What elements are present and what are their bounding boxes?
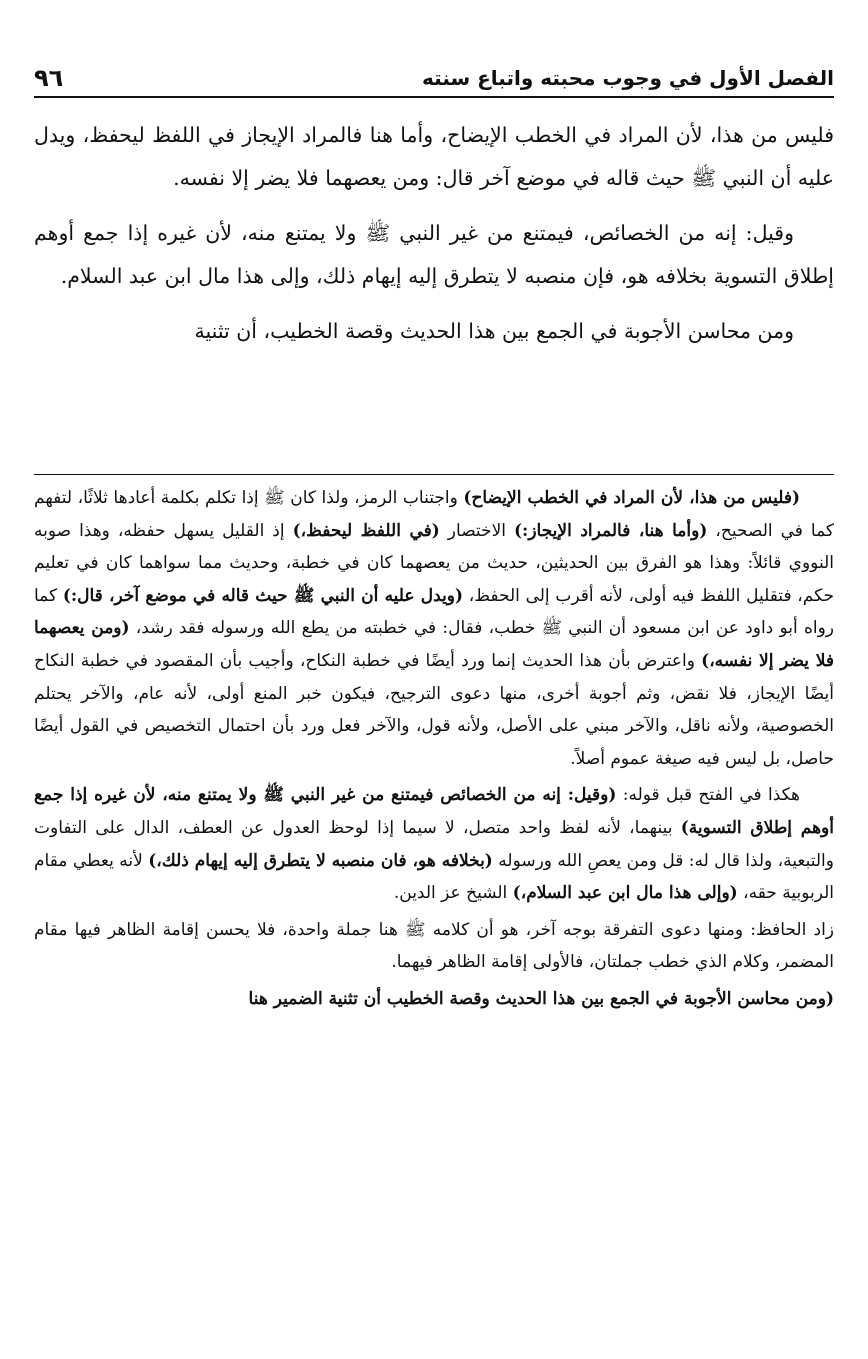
commentary-text: الشيخ عز الدين. [393, 883, 513, 904]
quoted-main-text: (وأما هنا، فالمراد الإيجاز:) [514, 520, 708, 541]
commentary-text: واجتناب الرمز، ولذا كان ﷺ إذا تكلم بكلمة أعادها ثلاثًا، لتفهم كما في الصحيح، [34, 488, 834, 541]
commentary-paragraph-2 [34, 779, 834, 909]
quoted-main-text: (ويدل عليه أن النبي ﷺ حيث قاله في موضع آخر، قال:) [62, 585, 464, 606]
main-text [34, 114, 834, 460]
commentary-paragraph-4: (ومن محاسن الأجوبة في الجمع بين هذا الحديث وقصة الخطيب أن تثنية الضمير هنا [248, 988, 834, 1009]
quoted-main-text: (وإلى هذا مال ابن عبد السلام،) [512, 883, 738, 904]
footnote-separator [34, 474, 834, 475]
commentary-text: لأنه يعطي مقام الربوبية حقه، [34, 850, 834, 904]
quoted-main-text: (فليس من هذا، لأن المراد في الخطب الإيضاح) [463, 488, 800, 508]
main-paragraph-1: فليس من هذا، لأن المراد في الخطب الإيضاح، وأما هنا فالمراد الإيجاز في اللفظ ليحفظ، ويدل عليه أن النبي ﷺ حيث قاله في موضع آخر قال: ومن يعصهما فلا يضر إلا نفسه. [34, 123, 834, 190]
main-paragraph-2: وقيل: إنه من الخصائص، فيمتنع من غير النبي ﷺ ولا يمتنع منه، لأن غيره إذا جمع أوهم إطلاق التسوية بخلافه هو، فإن منصبه لا يتطرق إليه إيهام ذلك، وإلى هذا مال ابن عبد السلام. [34, 221, 834, 288]
commentary-text: بينهما، لأنه لفظ واحد متصل، لا سيما إذا لوحظ العدول عن العطف، الدال على التفاوت والتبعية، ولذا قال له: قل ومن يعصِ الله ورسوله [34, 817, 834, 871]
commentary-text: واعترض بأن هذا الحديث إنما ورد أيضًا في خطبة النكاح، وأجيب بأن المقصود في خطبة النكاح أيضًا الإيجاز، فلا نقض، وثم أجوبة أخرى، منها دعوى الترجيح، فيكون خبر المنع أولى، لأنه عام، والآخر يحتلم الخصوصية، ولأنه ناقل، والآخر مبني على الأصل، ولأنه قول، والآخر فعل ورد بأن احتمال التخصيص في القول أيضًا حاصل، بل ليس فيه صيغة عموم أصلاً. [34, 650, 834, 769]
quoted-main-text: (وقيل: إنه من الخصائص فيمتنع من غير النبي ﷺ ولا يمتنع منه، لأن غيره إذا جمع أوهم إطلاق التسوية) [34, 785, 834, 838]
commentary-text: الاختصار [439, 520, 514, 541]
commentary-paragraph-3: زاد الحافظ: ومنها دعوى التفرقة بوجه آخر، هو أن كلامه ﷺ هنا جملة واحدة، فلا يحسن إقامة الظاهر فيها مقام المضمر، وكلام الذي خطب جملتان، فالأولى إقامة الظاهر فيهما. [34, 919, 834, 973]
main-paragraph-3: ومن محاسن الأجوبة في الجمع بين هذا الحديث وقصة الخطيب، أن تثنية [194, 319, 794, 343]
commentary-text: إذ القليل يسهل حفظه، وهذا صوبه النووي قائلاً: وهذا هو الفرق بين الحديثين، حديث من يعصهما كان في خطبة، وحديث مما سواهما كان في تعليم حكم، فتقليل اللفظ فيه أولى، لأنه أقرب إلى الحفظ، [34, 520, 834, 606]
commentary-text: كما رواه أبو داود عن ابن مسعود أن النبي ﷺ خطب، فقال: في خطبته من يطع الله ورسوله فقد رشد، [34, 585, 834, 639]
quoted-main-text: (ومن يعصهما فلا يضر إلا نفسه،) [34, 618, 834, 671]
quoted-main-text: (في اللفظ ليحفظ،) [292, 520, 440, 541]
commentary-paragraph-1 [34, 482, 834, 775]
running-title: الفصل الأول في وجوب محبته واتباع سنته [422, 66, 834, 90]
commentary-text: هكذا في الفتح قبل قوله: [616, 785, 800, 806]
quoted-main-text: (بخلافه هو، فان منصبه لا يتطرق إليه إيهام ذلك،) [148, 850, 493, 871]
page-number: ٩٦ [34, 64, 64, 92]
commentary [34, 482, 834, 1350]
page-header [34, 54, 834, 98]
